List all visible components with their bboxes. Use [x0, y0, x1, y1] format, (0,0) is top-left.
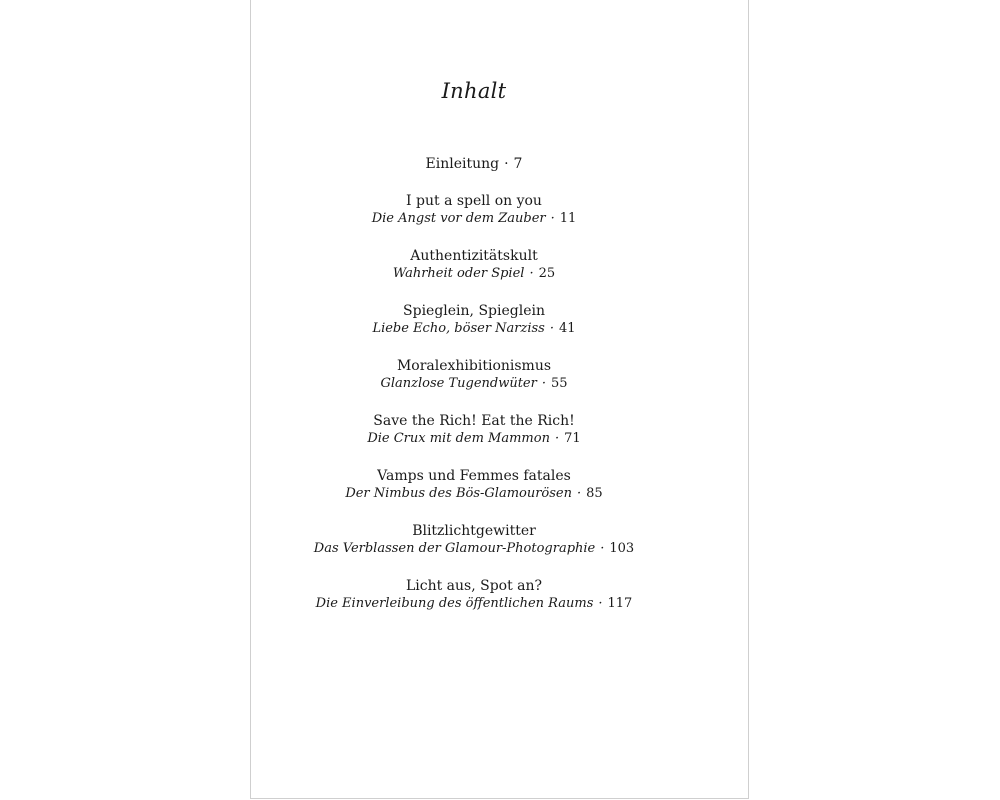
chapter-subtitle: Die Einverleibung des öffentlichen Raums — [315, 596, 594, 611]
separator-dot: · — [600, 541, 605, 556]
chapter-title: Save the Rich! Eat the Rich! — [373, 413, 575, 429]
chapter-subtitle: Liebe Echo, böser Narziss — [372, 321, 545, 336]
chapter-subtitle-line — [251, 540, 697, 558]
toc-entry — [251, 577, 697, 632]
chapter-page-number: 85 — [586, 486, 603, 501]
separator-dot: · — [504, 156, 509, 172]
toc-entry — [251, 522, 697, 577]
chapter-subtitle: Die Angst vor dem Zauber — [371, 211, 546, 226]
chapter-title: Licht aus, Spot an? — [405, 578, 543, 594]
chapter-subtitle-line — [251, 375, 697, 393]
chapter-subtitle-line — [251, 210, 697, 228]
toc-entry — [251, 247, 697, 302]
toc-entry — [251, 412, 697, 467]
chapter-title: Authentizitätskult — [410, 248, 538, 264]
chapter-page-number: 41 — [559, 321, 576, 336]
toc-entry — [251, 192, 697, 247]
chapter-subtitle: Wahrheit oder Spiel — [392, 266, 525, 281]
chapter-title: Vamps und Femmes fatales — [377, 468, 571, 484]
intro-page-number: 7 — [513, 156, 523, 172]
separator-dot: · — [554, 431, 560, 446]
chapter-subtitle: Die Crux mit dem Mammon — [367, 431, 550, 446]
separator-dot: · — [541, 376, 546, 391]
toc-title: Inhalt — [441, 79, 507, 103]
chapter-subtitle-line — [251, 595, 697, 613]
separator-dot: · — [577, 486, 582, 501]
chapter-page-number: 71 — [564, 431, 581, 446]
toc-entry-intro — [251, 155, 697, 192]
chapter-subtitle-line — [251, 430, 697, 448]
table-of-contents — [251, 155, 697, 632]
chapter-subtitle-line — [251, 320, 697, 338]
chapter-subtitle: Glanzlose Tugendwüter — [380, 376, 537, 391]
chapter-subtitle-line — [251, 485, 697, 503]
separator-dot: · — [549, 321, 554, 336]
chapter-subtitle: Der Nimbus des Bös-Glamourösen — [345, 486, 572, 501]
chapter-title: Spieglein, Spieglein — [403, 303, 545, 319]
separator-dot: · — [550, 211, 555, 226]
toc-entry — [251, 357, 697, 412]
toc-entry — [251, 302, 697, 357]
chapter-title: Moralexhibitionismus — [396, 358, 552, 374]
separator-dot: · — [598, 596, 603, 611]
chapter-page-number: 11 — [559, 211, 577, 226]
chapter-page-number: 25 — [538, 266, 556, 281]
chapter-title: I put a spell on you — [406, 193, 542, 209]
toc-entry — [251, 467, 697, 522]
chapter-subtitle-line — [251, 265, 697, 283]
document-page — [250, 0, 749, 799]
chapter-page-number: 55 — [550, 376, 568, 391]
chapter-title: Blitzlichtgewitter — [412, 523, 536, 539]
separator-dot: · — [529, 266, 534, 281]
chapter-page-number: 117 — [607, 596, 633, 611]
chapter-subtitle: Das Verblassen der Glamour-Photographie — [313, 541, 596, 556]
intro-label: Einleitung — [425, 156, 500, 172]
chapter-page-number: 103 — [609, 541, 635, 556]
